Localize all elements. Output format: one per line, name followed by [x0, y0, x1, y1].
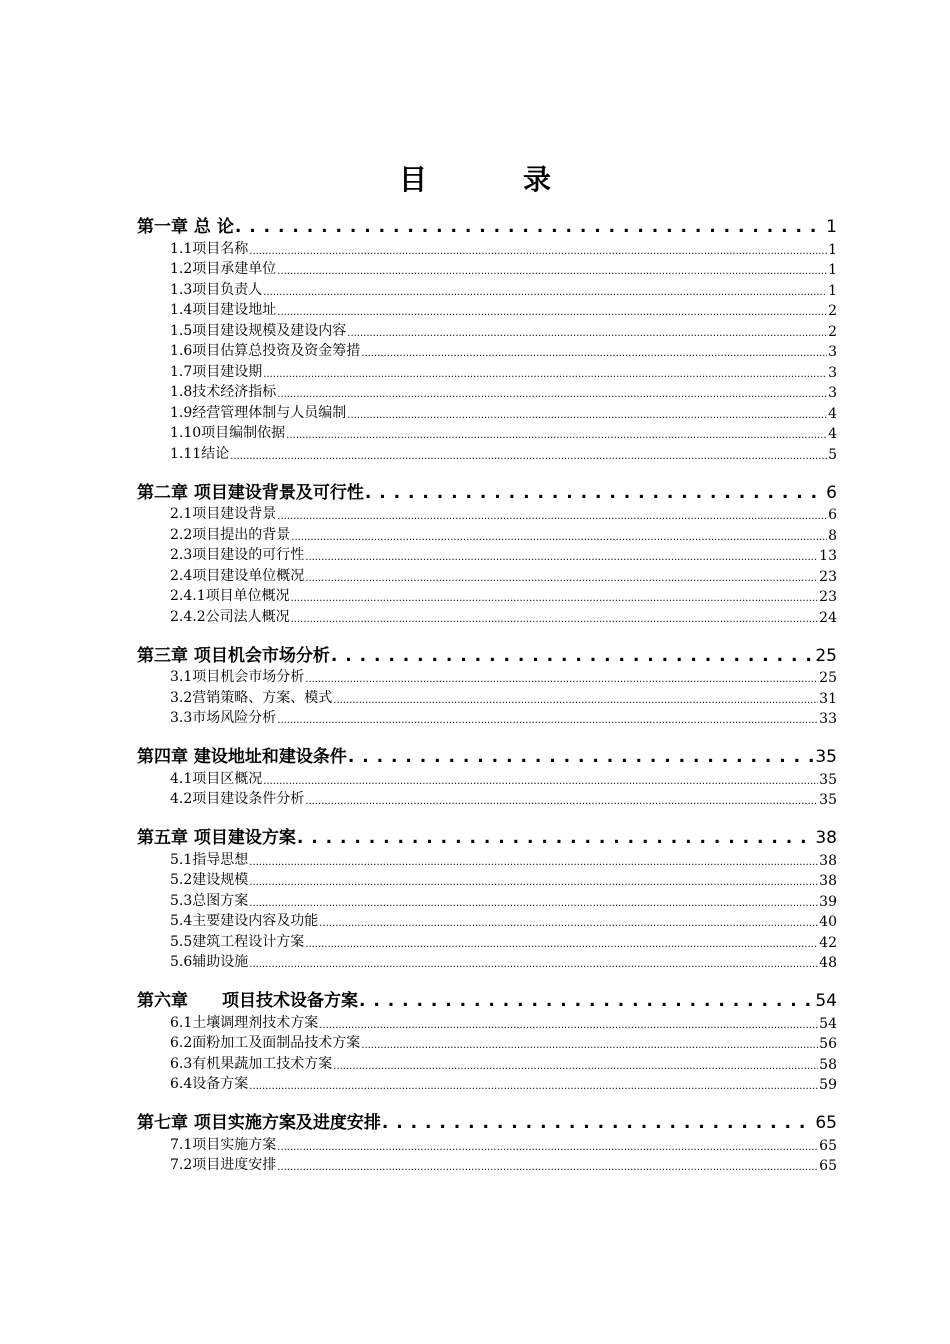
- section-page-number: 3: [828, 385, 837, 401]
- section-title: 4.2项目建设条件分析: [170, 791, 305, 807]
- toc-section-entry[interactable]: [137, 869, 837, 890]
- section-title: 1.11结论: [170, 445, 230, 462]
- section-title: 5.4主要建设内容及功能: [170, 913, 319, 929]
- section-title: 5.3总图方案: [170, 892, 249, 909]
- section-title: 1.9经营管理体制与人员编制: [170, 404, 347, 421]
- toc-chapter-entry[interactable]: [137, 739, 837, 767]
- dot-leader: [348, 747, 814, 767]
- section-page-number: 35: [819, 771, 837, 788]
- section-page-number: 5: [828, 446, 837, 463]
- section-title: 1.10项目编制依据: [170, 425, 286, 441]
- section-page-number: 23: [819, 589, 837, 605]
- section-title: 1.6项目估算总投资及资金筹措: [170, 343, 361, 359]
- chapter-page-number: 25: [815, 645, 837, 666]
- dot-leader: [359, 991, 814, 1011]
- section-title: 2.1项目建设背景: [170, 506, 277, 522]
- section-title: 2.4.1项目单位概况: [170, 588, 290, 604]
- section-page-number: 4: [828, 405, 837, 422]
- chapter-page-number: 1: [826, 217, 837, 237]
- dot-leader: [249, 873, 818, 889]
- chapter-title: 第二章 项目建设背景及可行性: [137, 482, 364, 503]
- toc-chapter-entry[interactable]: [137, 820, 837, 848]
- toc-section-entry[interactable]: [137, 237, 837, 258]
- toc-section-entry[interactable]: [137, 1133, 837, 1154]
- section-page-number: 2: [828, 323, 837, 340]
- dot-leader: [291, 610, 819, 626]
- dot-leader: [365, 483, 825, 503]
- chapter-page-number: 35: [815, 747, 837, 767]
- section-page-number: 59: [819, 1077, 837, 1093]
- section-title: 3.3市场风险分析: [170, 710, 277, 726]
- toc-section-entry[interactable]: [137, 401, 837, 422]
- section-page-number: 33: [819, 711, 837, 727]
- toc-chapter-entry[interactable]: [137, 475, 837, 503]
- section-page-number: 40: [819, 914, 837, 930]
- section-page-number: 6: [828, 507, 837, 523]
- toc-section-entry[interactable]: [137, 1073, 837, 1094]
- dot-leader: [305, 670, 818, 686]
- section-page-number: 1: [828, 282, 837, 299]
- toc-section-entry[interactable]: [137, 585, 837, 606]
- dot-leader: [347, 324, 827, 340]
- page-title: 目 录: [398, 163, 585, 196]
- toc-section-entry[interactable]: [137, 340, 837, 361]
- dot-leader: [305, 792, 818, 808]
- dot-leader: [291, 589, 819, 605]
- dot-leader: [235, 217, 825, 237]
- toc-section-entry[interactable]: [137, 319, 837, 340]
- toc-section-entry[interactable]: [137, 930, 837, 951]
- toc-section-entry[interactable]: [137, 707, 837, 728]
- dot-leader: [230, 447, 827, 463]
- section-title: 5.2建设规模: [170, 872, 249, 888]
- toc-chapter-entry[interactable]: [137, 983, 837, 1011]
- section-page-number: 35: [819, 792, 837, 808]
- section-page-number: 39: [819, 893, 837, 910]
- toc-section-entry[interactable]: [137, 544, 837, 565]
- dot-leader: [361, 344, 827, 360]
- dot-leader: [291, 528, 827, 544]
- toc-section-entry[interactable]: [137, 910, 837, 931]
- dot-leader: [277, 303, 827, 319]
- section-title: 1.1项目名称: [170, 240, 249, 257]
- toc-section-entry[interactable]: [137, 442, 837, 463]
- section-title: 1.7项目建设期: [170, 363, 263, 380]
- toc-section-entry[interactable]: [137, 951, 837, 972]
- dot-leader: [277, 507, 827, 523]
- toc-section-entry[interactable]: [137, 686, 837, 707]
- section-title: 2.4项目建设单位概况: [170, 567, 305, 584]
- section-page-number: 42: [819, 934, 837, 951]
- chapter-page-number: 54: [815, 991, 837, 1011]
- section-page-number: 38: [819, 852, 837, 869]
- dot-leader: [277, 262, 827, 278]
- section-page-number: 3: [828, 344, 837, 360]
- section-page-number: 65: [819, 1137, 837, 1154]
- dot-leader: [263, 365, 827, 381]
- toc-chapter-entry[interactable]: [137, 638, 837, 666]
- section-page-number: 38: [819, 873, 837, 889]
- toc-section-entry[interactable]: [137, 1052, 837, 1073]
- toc-section-entry[interactable]: [137, 381, 837, 402]
- section-title: 7.2项目进度安排: [170, 1157, 277, 1173]
- toc-section-entry[interactable]: [137, 666, 837, 687]
- dot-leader: [333, 691, 818, 707]
- section-title: 5.6辅助设施: [170, 954, 249, 970]
- dot-leader: [319, 1016, 818, 1032]
- chapter-title: 第一章 总 论: [137, 217, 234, 237]
- dot-leader: [305, 569, 818, 585]
- section-page-number: 13: [819, 548, 837, 564]
- chapter-title: 第五章 项目建设方案: [137, 828, 296, 848]
- dot-leader: [382, 1113, 814, 1133]
- toc-chapter-entry[interactable]: [137, 209, 837, 237]
- section-title: 1.3项目负责人: [170, 281, 263, 298]
- toc-section-entry[interactable]: [137, 258, 837, 279]
- toc-section-entry[interactable]: [137, 360, 837, 381]
- dot-leader: [333, 1057, 818, 1073]
- dot-leader: [249, 1077, 818, 1093]
- toc-section-entry[interactable]: [137, 523, 837, 544]
- toc-section-entry[interactable]: [137, 564, 837, 585]
- toc-section-entry[interactable]: [137, 889, 837, 910]
- toc-section-entry[interactable]: [137, 605, 837, 626]
- section-page-number: 25: [819, 670, 837, 686]
- dot-leader: [286, 426, 827, 442]
- section-title: 7.1项目实施方案: [170, 1136, 277, 1153]
- section-page-number: 2: [828, 303, 837, 319]
- dot-leader: [277, 385, 827, 401]
- dot-leader: [361, 1036, 818, 1052]
- dot-leader: [249, 242, 827, 258]
- chapter-page-number: 6: [826, 482, 837, 503]
- section-title: 1.5项目建设规模及建设内容: [170, 322, 347, 339]
- section-title: 2.4.2公司法人概况: [170, 608, 290, 625]
- dot-leader: [319, 914, 818, 930]
- section-page-number: 4: [828, 426, 837, 442]
- dot-leader: [305, 548, 818, 564]
- section-title: 2.2项目提出的背景: [170, 526, 291, 543]
- section-title: 1.8技术经济指标: [170, 384, 277, 400]
- toc-section-entry[interactable]: [137, 1032, 837, 1053]
- toc-section-entry[interactable]: [137, 767, 837, 788]
- section-title: 6.2面粉加工及面制品技术方案: [170, 1035, 361, 1051]
- chapter-page-number: 38: [815, 828, 837, 848]
- dot-leader: [249, 894, 818, 910]
- chapter-title: 第四章 建设地址和建设条件: [137, 747, 347, 767]
- dot-leader: [277, 711, 818, 727]
- chapter-title: 第六章 项目技术设备方案: [137, 991, 358, 1011]
- section-title: 1.4项目建设地址: [170, 302, 277, 318]
- dot-leader: [331, 646, 814, 666]
- section-title: 6.4设备方案: [170, 1076, 249, 1092]
- chapter-title: 第七章 项目实施方案及进度安排: [137, 1113, 381, 1133]
- toc-section-entry[interactable]: [137, 848, 837, 869]
- section-page-number: 24: [819, 609, 837, 626]
- toc-chapter-entry[interactable]: [137, 1105, 837, 1133]
- section-page-number: 1: [828, 262, 837, 278]
- section-page-number: 3: [828, 364, 837, 381]
- section-page-number: 31: [819, 690, 837, 707]
- toc-section-entry[interactable]: [137, 788, 837, 809]
- toc-section-entry[interactable]: [137, 503, 837, 524]
- table-of-contents: [137, 209, 837, 1174]
- section-title: 5.5建筑工程设计方案: [170, 933, 305, 950]
- chapter-title: 第三章 项目机会市场分析: [137, 645, 330, 666]
- section-page-number: 65: [819, 1158, 837, 1174]
- section-page-number: 48: [819, 955, 837, 971]
- dot-leader: [263, 283, 827, 299]
- dot-leader: [277, 1138, 818, 1154]
- section-page-number: 58: [819, 1056, 837, 1073]
- dot-leader: [347, 406, 827, 422]
- dot-leader: [277, 1158, 818, 1174]
- section-page-number: 8: [828, 527, 837, 544]
- section-title: 2.3项目建设的可行性: [170, 547, 305, 563]
- dot-leader: [297, 828, 814, 848]
- section-title: 4.1项目区概况: [170, 770, 263, 787]
- chapter-page-number: 65: [815, 1113, 837, 1133]
- dot-leader: [305, 935, 818, 951]
- dot-leader: [249, 955, 818, 971]
- section-page-number: 23: [819, 568, 837, 585]
- section-title: 5.1指导思想: [170, 851, 249, 868]
- toc-section-entry[interactable]: [137, 278, 837, 299]
- toc-section-entry[interactable]: [137, 422, 837, 443]
- section-title: 6.3有机果蔬加工技术方案: [170, 1055, 333, 1072]
- toc-section-entry[interactable]: [137, 1011, 837, 1032]
- section-title: 6.1土壤调理剂技术方案: [170, 1014, 319, 1031]
- section-title: 3.2营销策略、方案、模式: [170, 689, 333, 706]
- section-title: 3.1项目机会市场分析: [170, 669, 305, 685]
- toc-section-entry[interactable]: [137, 299, 837, 320]
- section-page-number: 1: [828, 241, 837, 258]
- dot-leader: [249, 853, 818, 869]
- section-page-number: 56: [819, 1036, 837, 1052]
- dot-leader: [263, 772, 818, 788]
- toc-section-entry[interactable]: [137, 1154, 837, 1175]
- section-page-number: 54: [819, 1015, 837, 1032]
- section-title: 1.2项目承建单位: [170, 261, 277, 277]
